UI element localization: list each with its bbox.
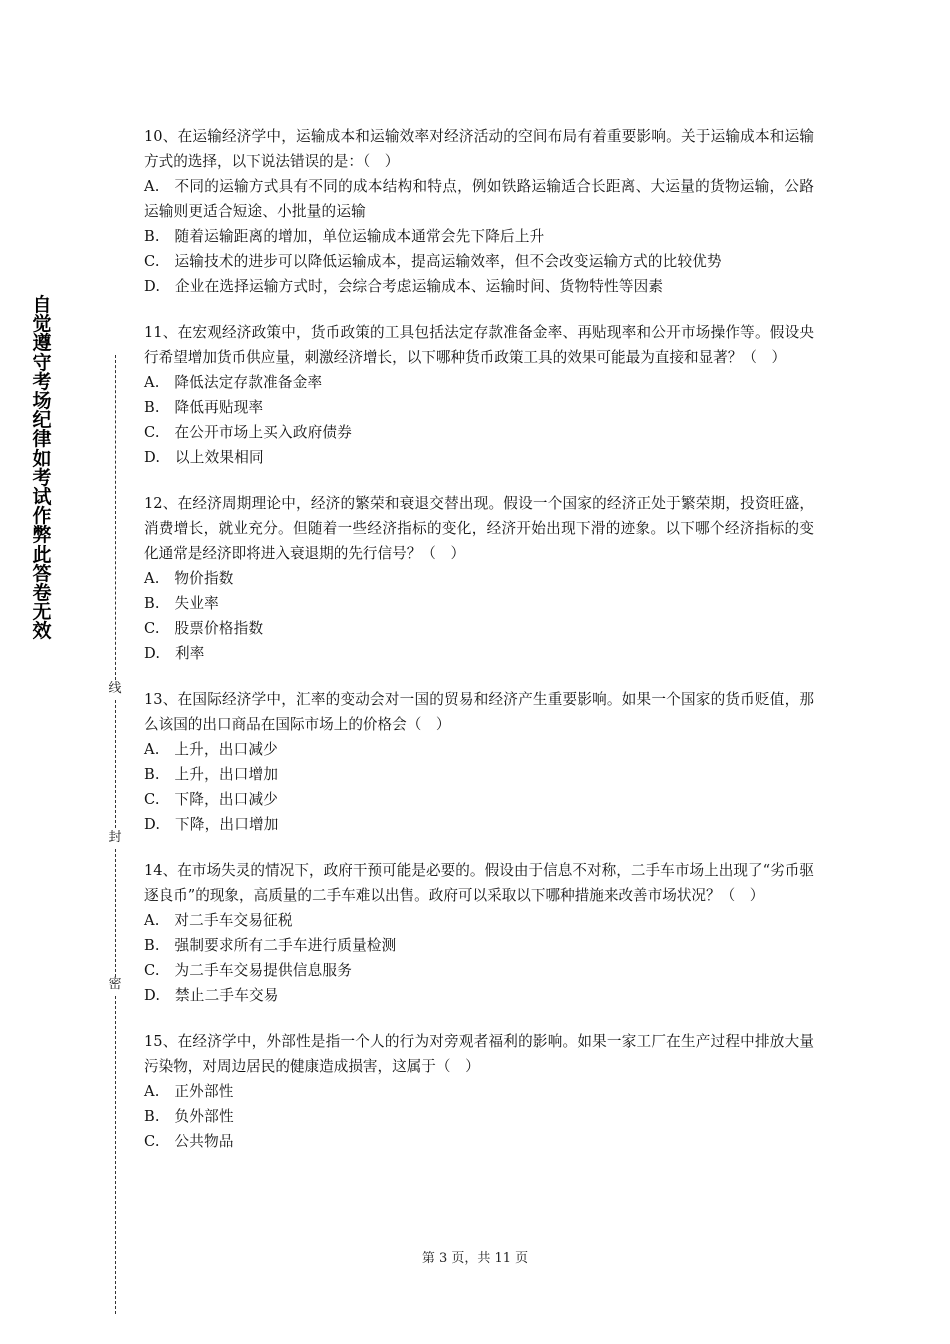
question-11 [144,320,814,470]
option-b: B. 降低再贴现率 [144,399,264,416]
cut-line-dashed [115,996,116,1314]
cut-line-dashed [115,700,116,828]
question-13 [144,687,814,837]
option-d: D. 企业在选择运输方式时，会综合考虑运输成本、运输时间、货物特性等因素 [144,278,664,295]
option-b: B. 上升，出口增加 [144,766,279,783]
question-stem: 12、在经济周期理论中，经济的繁荣和衰退交替出现。假设一个国家的经济正处于繁荣期，投资旺盛，消费增长，就业充分。但随着一些经济指标的变化，经济开始出现下滑的迹象。以下哪个经济指标的变化通常是经济即将进入衰退期的先行信号？（ ） [144,495,814,562]
question-stem: 11、在宏观经济政策中，货币政策的工具包括法定存款准备金率、再贴现率和公开市场操作等。假设央行希望增加货币供应量，刺激经济增长，以下哪种货币政策工具的效果可能最为直接和显著？（ ） [144,324,814,366]
question-stem: 14、在市场失灵的情况下，政府干预可能是必要的。假设由于信息不对称，二手车市场上出现了“劣币驱逐良币”的现象，高质量的二手车难以出售。政府可以采取以下哪种措施来改善市场状况？（ ） [144,862,814,904]
margin-label-line: 线 [108,681,122,696]
cut-line-dashed [115,355,116,680]
question-stem: 13、在国际经济学中，汇率的变动会对一国的贸易和经济产生重要影响。如果一个国家的货币贬值，那么该国的出口商品在国际市场上的价格会（ ） [144,691,814,733]
binding-margin [0,0,135,1344]
question-15 [144,1029,814,1154]
question-stem: 15、在经济学中，外部性是指一个人的行为对旁观者福利的影响。如果一家工厂在生产过程中排放大量污染物，对周边居民的健康造成损害，这属于（ ） [144,1033,814,1075]
question-12 [144,491,814,666]
option-b: B. 强制要求所有二手车进行质量检测 [144,937,397,954]
question-10 [144,124,814,299]
option-b: B. 失业率 [144,595,219,612]
option-a: A. 不同的运输方式具有不同的成本结构和特点，例如铁路运输适合长距离、大运量的货物运输，公路运输则更适合短途、小批量的运输 [144,178,814,220]
option-a: A. 正外部性 [144,1083,234,1100]
option-c: C. 为二手车交易提供信息服务 [144,962,353,979]
option-c: C. 在公开市场上买入政府债券 [144,424,353,441]
option-b: B. 负外部性 [144,1108,234,1125]
option-a: A. 物价指数 [144,570,234,587]
option-c: C. 公共物品 [144,1133,234,1150]
option-d: D. 禁止二手车交易 [144,987,279,1004]
question-list [144,124,814,1175]
option-d: D. 利率 [144,645,205,662]
margin-label-secret: 密 [108,977,122,992]
option-d: D. 下降，出口增加 [144,816,279,833]
option-a: A. 上升，出口减少 [144,741,278,758]
option-c: C. 下降，出口减少 [144,791,279,808]
option-d: D. 以上效果相同 [144,449,264,466]
option-a: A. 对二手车交易征税 [144,912,293,929]
option-c: C. 股票价格指数 [144,620,264,637]
option-b: B. 随着运输距离的增加，单位运输成本通常会先下降后上升 [144,228,545,245]
option-a: A. 降低法定存款准备金率 [144,374,323,391]
cut-line-dashed [115,849,116,977]
page-footer: 第 3 页，共 11 页 [421,1251,529,1266]
option-c: C. 运输技术的进步可以降低运输成本，提高运输效率，但不会改变运输方式的比较优势 [144,253,722,270]
question-14 [144,858,814,1008]
question-stem: 10、在运输经济学中，运输成本和运输效率对经济活动的空间布局有着重要影响。关于运输成本和运输方式的选择，以下说法错误的是：（ ） [144,128,814,170]
exam-warning-text: 自觉遵守考场纪律如考试作弊此答卷无效 [32,294,52,643]
margin-label-seal: 封 [108,830,122,845]
